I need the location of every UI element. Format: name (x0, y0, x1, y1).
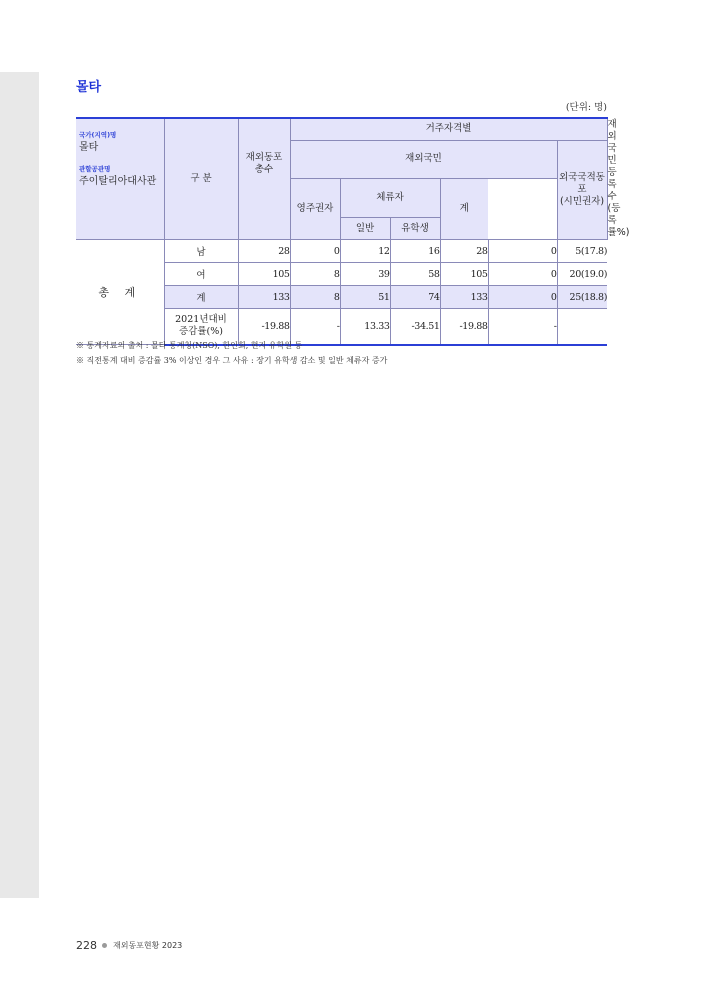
cell-general: 12 (340, 240, 390, 263)
office-label: 관할공관명 (79, 165, 111, 173)
cell-registered (557, 309, 607, 345)
unit-label: (단위: 명) (565, 102, 607, 113)
cell-subtotal: -19.88 (440, 309, 488, 345)
country-value: 몰타 (79, 142, 99, 153)
cell-subtotal: 105 (440, 263, 488, 286)
cell-subtotal: 28 (440, 240, 488, 263)
header-nationals: 재외국민 (290, 140, 557, 179)
cell-registered: 20(19.0) (557, 263, 607, 286)
page-footer (76, 939, 182, 952)
row-label: 여 (164, 263, 238, 286)
footnotes (76, 338, 387, 368)
header-sojourner: 체류자 (340, 179, 440, 218)
cell-subtotal: 133 (440, 286, 488, 309)
cell-student: 74 (390, 286, 440, 309)
cell-student: 16 (390, 240, 440, 263)
publication-title: 재외동포현황 2023 (113, 941, 183, 950)
country-label: 국가(지역)명 (79, 131, 117, 139)
group-label-total: 총 계 (76, 240, 164, 345)
cell-student: 58 (390, 263, 440, 286)
row-label: 남 (164, 240, 238, 263)
cell-total: -19.88 (238, 309, 290, 345)
header-general: 일반 (340, 218, 390, 240)
cell-permanent: - (290, 309, 340, 345)
footnote-reason: ※ 직전통계 대비 증감률 3% 이상인 경우 그 사유 : 장기 유학생 감소 및 일반 체류자 증가 (76, 356, 388, 365)
cell-permanent: 8 (290, 263, 340, 286)
cell-student: -34.51 (390, 309, 440, 345)
cell-total: 133 (238, 286, 290, 309)
header-category: 구 분 (164, 118, 238, 240)
cell-registered: 25(18.8) (557, 286, 607, 309)
side-strip (0, 72, 39, 898)
row-label: 계 (164, 286, 238, 309)
table-corner-header (76, 118, 164, 240)
header-subtotal: 계 (440, 179, 488, 240)
header-residence-status: 거주자격별 (290, 118, 607, 140)
table-row-male (76, 240, 607, 263)
cell-total: 105 (238, 263, 290, 286)
cell-general: 13.33 (340, 309, 390, 345)
cell-permanent: 8 (290, 286, 340, 309)
population-table: 국가(지역)명 몰타 관할공관명 주이탈리아대사관 구 분 재외동포 총수 거주자격별 재외국민 등록수 (등록률%) 재외국민 외국국적동포 (시민권자) 영주권자 체류자 계 일반 유학생 총 계 남 28 0 12 16 28 0 5(17.8) 여 105 8 39 58 105 0 20(19.0) 계 133 8 51 74 133 0 25(18.8) 2021년대비 증감률(%) -19.88 - 13.33 -34.51 -19.88 - (76, 117, 607, 346)
section-title: 몰타 (76, 80, 102, 95)
page-number: 228 (76, 939, 97, 952)
cell-foreign: 0 (488, 286, 557, 309)
row-label-change: 2021년대비 증감률(%) (164, 309, 238, 345)
cell-total: 28 (238, 240, 290, 263)
cell-foreign: 0 (488, 263, 557, 286)
footnote-source: ※ 통계자료의 출처 : 몰타 통계청(NSO), 한인회, 현지 유학원 등 (76, 341, 303, 350)
cell-permanent: 0 (290, 240, 340, 263)
cell-general: 39 (340, 263, 390, 286)
cell-general: 51 (340, 286, 390, 309)
cell-foreign: - (488, 309, 557, 345)
bullet-icon (102, 943, 107, 948)
cell-foreign: 0 (488, 240, 557, 263)
cell-registered: 5(17.8) (557, 240, 607, 263)
header-foreign: 외국국적동포 (시민권자) (557, 140, 607, 240)
header-permanent: 영주권자 (290, 179, 340, 240)
header-total: 재외동포 총수 (238, 118, 290, 240)
office-value: 주이탈리아대사관 (79, 176, 157, 187)
header-student: 유학생 (390, 218, 440, 240)
